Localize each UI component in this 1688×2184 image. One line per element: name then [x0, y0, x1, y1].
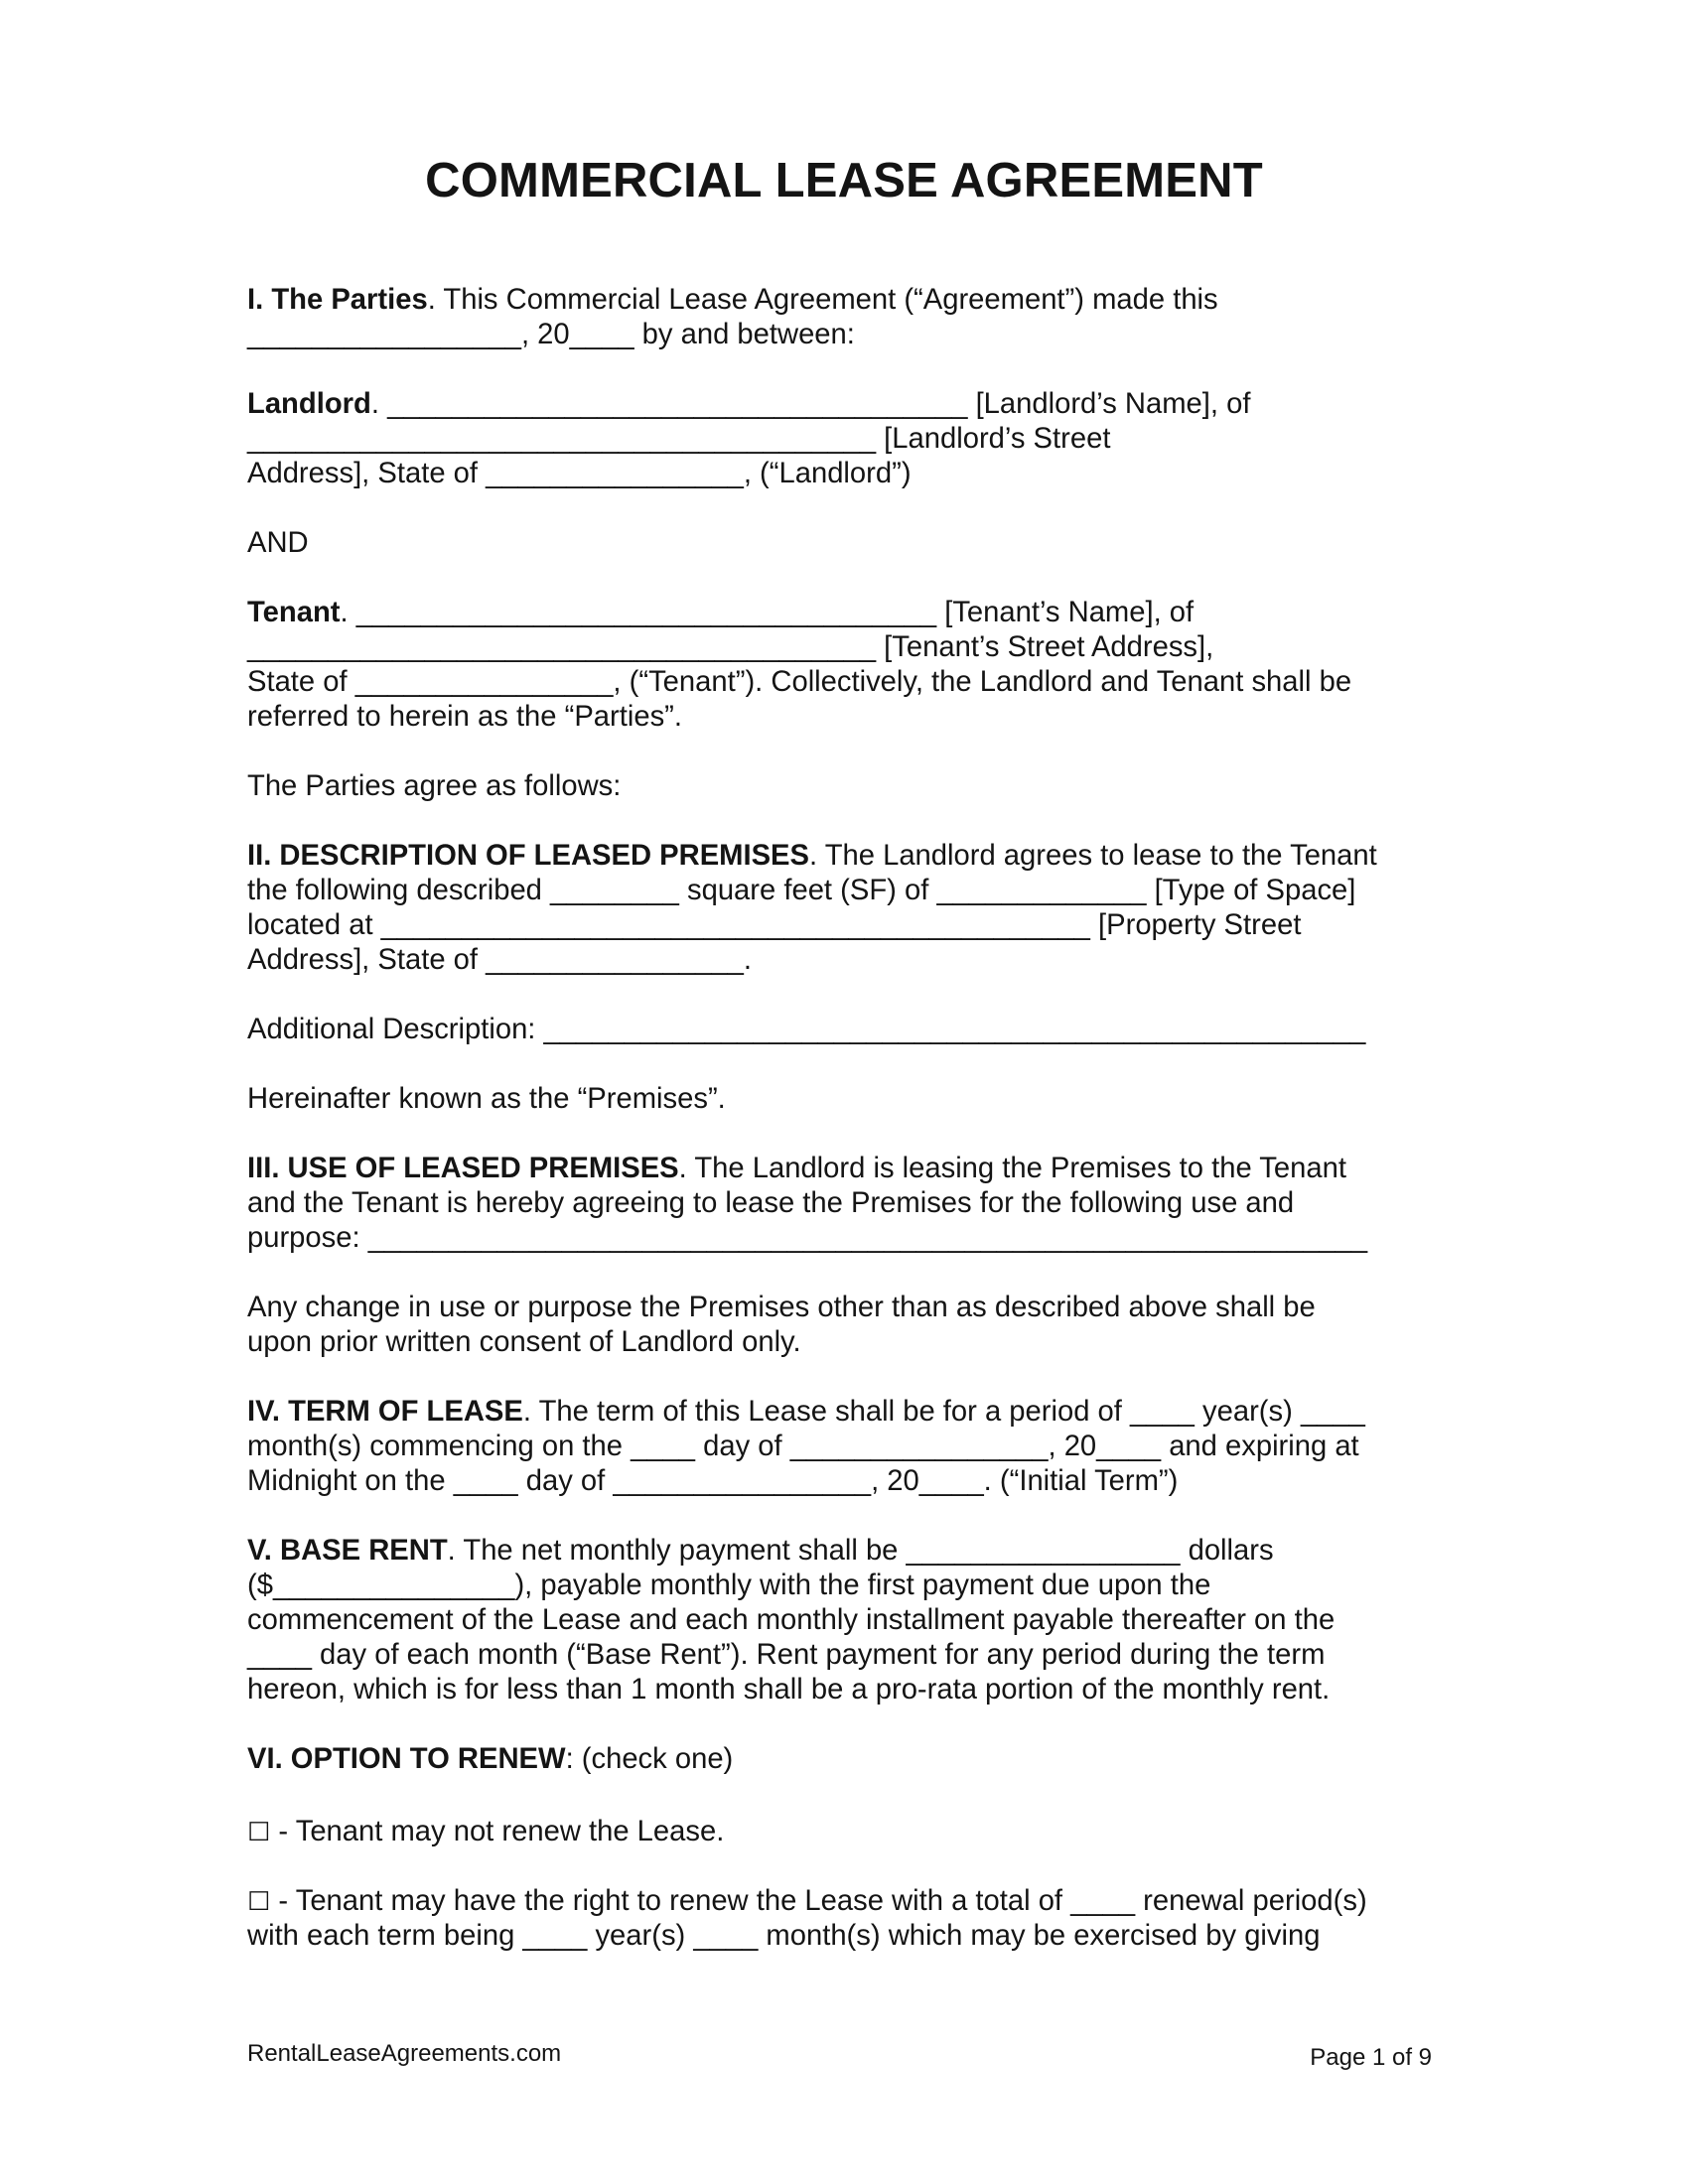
use-line-2: and the Tenant is hereby agreeing to lease the Premises for the following use and — [247, 1187, 1295, 1219]
rent-line-1: V. BASE RENT. The net monthly payment shall be _________________ dollars — [247, 1535, 1274, 1567]
description-line-2: the following described ________ square feet (SF) of _____________ [Type of Space] — [247, 875, 1356, 906]
description-line-3: located at ____________________________________________ [Property Street — [247, 909, 1302, 941]
footer-page-number: Page 1 of 9 — [1310, 2044, 1432, 2071]
parties-line-2: _________________, 20____ by and between: — [247, 319, 855, 350]
checkbox-icon[interactable]: ☐ — [247, 1818, 271, 1847]
landlord-line-1: Landlord. ____________________________________ [Landlord’s Name], of — [247, 388, 1251, 420]
term-line-3: Midnight on the ____ day of ________________, 20____. (“Initial Term”) — [247, 1465, 1179, 1497]
tenant-line-4: referred to herein as the “Parties”. — [247, 701, 683, 733]
tenant-line-2: _______________________________________ [Tenant’s Street Address], — [247, 631, 1214, 663]
change-line-2: upon prior written consent of Landlord only. — [247, 1326, 801, 1358]
checkbox-icon[interactable]: ☐ — [247, 1887, 271, 1917]
rent-line-5: hereon, which is for less than 1 month shall be a pro-rata portion of the monthly rent. — [247, 1674, 1331, 1706]
term-heading: IV. TERM OF LEASE — [247, 1396, 523, 1428]
term-line-1: IV. TERM OF LEASE. The term of this Lease shall be for a period of ____ year(s) ____ — [247, 1396, 1365, 1428]
landlord-line-3: Address], State of ________________, (“Landlord”) — [247, 458, 912, 489]
document-title: COMMERCIAL LEASE AGREEMENT — [425, 154, 1263, 207]
renew-option-yes-line-1: ☐ - Tenant may have the right to renew the Lease with a total of ____ renewal period(s) — [247, 1885, 1367, 1917]
and-text: AND — [247, 527, 309, 559]
tenant-line-3: State of ________________, (“Tenant”). Collectively, the Landlord and Tenant shall be — [247, 666, 1352, 698]
additional-description: Additional Description: ___________________________________________________ — [247, 1014, 1366, 1045]
footer-site: RentalLeaseAgreements.com — [247, 2040, 562, 2067]
description-line-1: II. DESCRIPTION OF LEASED PREMISES. The Landlord agrees to lease to the Tenant — [247, 840, 1377, 872]
renew-option-no: ☐ - Tenant may not renew the Lease. — [247, 1816, 725, 1847]
tenant-label: Tenant — [247, 597, 341, 628]
agree-text: The Parties agree as follows: — [247, 770, 622, 802]
landlord-label: Landlord — [247, 388, 371, 420]
description-heading: II. DESCRIPTION OF LEASED PREMISES — [247, 840, 809, 872]
use-heading: III. USE OF LEASED PREMISES — [247, 1153, 679, 1184]
term-line-2: month(s) commencing on the ____ day of ________________, 20____ and expiring at — [247, 1431, 1359, 1462]
premises-text: Hereinafter known as the “Premises”. — [247, 1083, 726, 1115]
rent-line-4: ____ day of each month (“Base Rent”). Rent payment for any period during the term — [247, 1639, 1326, 1671]
tenant-line-1: Tenant. ____________________________________ [Tenant’s Name], of — [247, 597, 1195, 628]
rent-line-2: ($_______________), payable monthly with the first payment due upon the — [247, 1570, 1211, 1601]
renew-option-yes-line-2: with each term being ____ year(s) ____ month(s) which may be exercised by giving — [247, 1920, 1321, 1952]
parties-heading: I. The Parties — [247, 284, 428, 316]
change-line-1: Any change in use or purpose the Premises other than as described above shall be — [247, 1292, 1316, 1323]
use-line-1: III. USE OF LEASED PREMISES. The Landlord is leasing the Premises to the Tenant — [247, 1153, 1346, 1184]
landlord-line-2: _______________________________________ [Landlord’s Street — [247, 423, 1111, 455]
description-line-4: Address], State of ________________. — [247, 944, 752, 976]
use-line-3: purpose: ______________________________________________________________ — [247, 1222, 1368, 1254]
rent-heading: V. BASE RENT — [247, 1535, 448, 1567]
renew-heading: VI. OPTION TO RENEW — [247, 1743, 566, 1775]
renew-line-1: VI. OPTION TO RENEW: (check one) — [247, 1743, 734, 1775]
parties-line-1: I. The Parties. This Commercial Lease Agreement (“Agreement”) made this — [247, 284, 1218, 316]
rent-line-3: commencement of the Lease and each monthly installment payable thereafter on the — [247, 1604, 1336, 1636]
